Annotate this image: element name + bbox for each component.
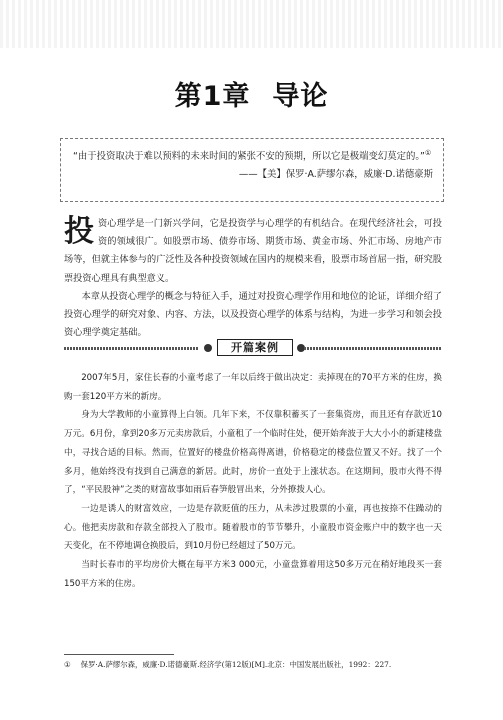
epigraph-quote-text: “由于投资取决于难以预料的未来时间的紧张不安的预期，所以它是极端变幻莫定的。” [73, 151, 425, 163]
banner-label: 开篇案例 [217, 339, 293, 356]
intro-paragraph-1-text: 资心理学是一门新兴学问，它是投资学与心理学的有机结合。在现代经济社会，可投资的领域很广。如股票市场、债券市场、期货市场、黄金市场、外汇市场、房地产市场等，但就主体参与的广泛性及各种投资领域在国内的规模来看，股票市场首屈一指，研究股票投资心理具有典型意义。 [64, 218, 442, 284]
chapter-heading [0, 74, 503, 113]
section-banner [64, 339, 442, 357]
banner-rule-left [64, 347, 199, 350]
banner-dot-left [204, 344, 212, 352]
footnote [64, 659, 454, 671]
case-paragraph: 当时长春市的平均房价大概在每平方米3 000元，小童盘算着用这50多万元在稍好地段买一套150平方米的住房。 [64, 560, 442, 589]
epigraph-attribution: ——【美】保罗·A.萨缪尔森，威廉·D.诺德豪斯 [238, 169, 433, 181]
dropcap: 投 [64, 214, 94, 249]
footnote-divider [64, 654, 174, 655]
epigraph-footnote-ref: ① [424, 149, 432, 157]
case-paragraph: 2007年5月，家住长春的小童考虑了一年以后终于做出决定：卖掉现在的70平方米的住房，换购一套120平方米的新房。 [64, 373, 442, 402]
intro-paragraph-1 [64, 215, 442, 288]
banner-rule-right [304, 347, 442, 350]
epigraph-box [60, 138, 444, 202]
opening-case [64, 369, 442, 593]
case-paragraph: 一边是诱人的财富效应，一边是存款贬值的压力，从未涉过股票的小童，再也按捺不住躁动的心。他把卖房款和存款全部投入了股市。随着股市的节节攀升，小童股市资金账户中的数字也一天天变化，在不停地调仓换股后，到10月份已经超过了50万元。 [64, 503, 442, 552]
intro-paragraph-2: 本章从投资心理学的概念与特征入手，通过对投资心理学作用和地位的论证，详细介绍了投资心理学的研究对象、内容、方法，以及投资心理学的体系与结构，为进一步学习和领会投资心理学奠定基础。 [64, 290, 442, 339]
chapter-introduction [64, 215, 442, 342]
header-decoration [0, 0, 503, 48]
case-paragraph: 身为大学教师的小童算得上白领。几年下来，不仅靠积蓄买了一套集资房，而且还有存款近10万元。6月份，拿到20多万元卖房款后，小童租了一个临时住处，便开始奔波于大大小小的新建楼盘中，寻找合适的目标。然而，位置好的楼盘价格高得离谱，价格稳定的楼盘位置又不好。找了一个多月，他始终没有找到自己满意的新居。此时，房价一直处于上涨状态。在这期间，股市火得不得了，“平民股神”之类的财富故事如雨后春笋般冒出来，分外撩拨人心。 [64, 410, 442, 496]
chapter-number: 第1章 [174, 81, 251, 112]
footnote-text: 保罗·A.萨缪尔森，威廉·D.诺德豪斯.经济学(第12版)[M].北京：中国发展出版社，1992：227. [80, 660, 392, 669]
chapter-title: 导论 [272, 81, 329, 112]
epigraph-quote [73, 145, 433, 165]
footnote-mark: ① [64, 660, 71, 669]
